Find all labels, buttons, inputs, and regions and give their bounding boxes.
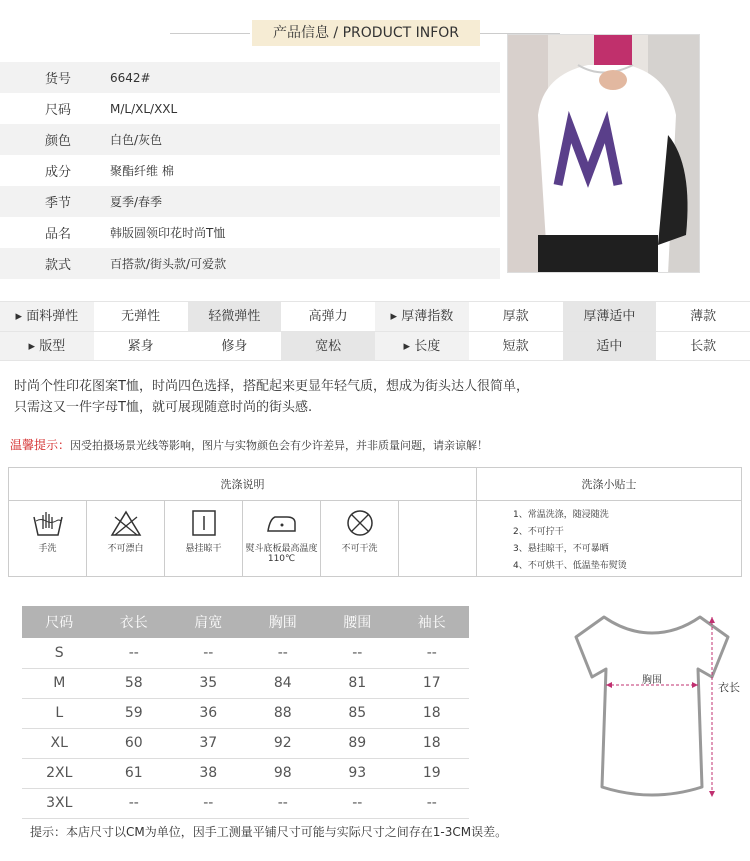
no-dry-clean-icon [343,509,377,537]
attr-header: ▸ 面料弹性 [0,302,94,331]
tip-text: 因受拍摄场景光线等影响，图片与实物颜色会有少许差异，并非质量问题，请亲谅解！ [70,439,489,452]
size-row [22,728,469,758]
size-row [22,638,469,668]
product-info [0,62,500,279]
info-row [0,155,500,186]
size-cell: -- [97,788,172,818]
size-cell: 81 [320,668,395,698]
size-col-header: 袖长 [395,606,470,638]
product-photo [507,34,700,273]
size-cell: 17 [395,668,470,698]
size-cell: -- [171,788,246,818]
warm-tip [10,436,488,453]
size-cell: S [22,638,97,668]
size-table-header [22,606,469,638]
product-description [14,376,734,418]
attr-option-selected: 适中 [563,332,657,360]
info-value: M/L/XL/XXL [110,101,178,116]
size-cell: 3XL [22,788,97,818]
size-row [22,788,469,818]
size-cell: 18 [395,698,470,728]
info-label: 尺码 [45,103,72,118]
header-line-left [170,33,250,34]
attr-option: 无弹性 [121,309,161,324]
size-cell: M [22,668,97,698]
size-cell: XL [22,728,97,758]
wash-body [9,501,741,576]
tshirt-measure-diagram [552,607,742,807]
wash-icon-cell [243,501,321,576]
size-cell: 93 [320,758,395,788]
size-cell: 37 [171,728,246,758]
info-value: 6642# [110,70,151,85]
wash-icon-label: 悬挂晾干 [185,544,222,554]
attr-option: 长款 [690,339,717,354]
size-cell: 88 [246,698,321,728]
attr-option: 修身 [221,339,248,354]
length-label: 衣长 [718,681,740,694]
size-cell: 35 [171,668,246,698]
attr-option: 厚款 [502,309,529,324]
wash-instructions [8,467,742,577]
attr-header: ▸ 长度 [375,332,469,360]
info-label: 颜色 [45,134,72,149]
attr-header: ▸ 版型 [0,332,94,360]
no-bleach-icon [109,509,143,537]
attr-option: 紧身 [127,339,154,354]
size-cell: 2XL [22,758,97,788]
size-cell: 89 [320,728,395,758]
size-col-header: 肩宽 [171,606,246,638]
size-cell: 18 [395,728,470,758]
wash-title: 洗涤说明 [9,468,477,500]
attr-option: 短款 [502,339,529,354]
attribute-table [0,301,750,361]
wash-icon-cell-empty [399,501,477,576]
size-col-header: 尺码 [22,606,97,638]
size-cell: 58 [97,668,172,698]
size-cell: 92 [246,728,321,758]
size-cell: 61 [97,758,172,788]
attr-option-selected: 宽松 [281,332,375,360]
wash-tip: 1、常温洗涤，随浸随洗 [513,510,609,520]
info-row [0,124,500,155]
info-row [0,62,500,93]
info-value: 百搭款/街头款/可爱款 [110,257,227,271]
info-label: 款式 [45,258,72,273]
attr-option: 薄款 [690,309,717,324]
attr-header: ▸ 厚薄指数 [375,302,469,331]
size-cell: 85 [320,698,395,728]
model-photo-illustration [508,35,700,273]
size-cell: 38 [171,758,246,788]
wash-tips-list [477,501,741,576]
size-cell: -- [171,638,246,668]
size-col-header: 衣长 [97,606,172,638]
attr-option-selected: 轻微弹性 [188,302,282,331]
attr-option: 高弹力 [308,309,348,324]
info-label: 货号 [45,72,72,87]
size-cell: -- [246,638,321,668]
wash-icon-label: 不可干洗 [341,544,378,554]
size-cell: -- [97,638,172,668]
size-table [22,606,469,819]
size-row [22,668,469,698]
info-value: 白色/灰色 [110,133,163,147]
info-label: 季节 [45,196,72,211]
description-line: 只需这又一件字母T恤，就可展现随意时尚的街头感. [14,400,313,415]
size-cell: 60 [97,728,172,758]
size-cell: -- [320,638,395,668]
attr-row-elasticity [0,301,750,331]
hand-wash-icon [31,509,65,537]
hang-dry-icon [187,509,221,537]
size-row [22,698,469,728]
size-cell: -- [246,788,321,818]
size-cell: L [22,698,97,728]
header-title: 产品信息 / PRODUCT INFOR [252,20,480,46]
size-cell: -- [320,788,395,818]
wash-icon-cell [9,501,87,576]
wash-tip: 4、不可烘干、低温垫布熨烫 [513,561,627,571]
info-row [0,217,500,248]
attr-option-selected: 厚薄适中 [563,302,657,331]
iron-icon [265,509,299,537]
chest-label: 胸围 [642,675,662,686]
size-cell: -- [395,788,470,818]
tip-label: 温馨提示： [10,438,71,452]
wash-header [9,468,741,501]
info-value: 韩版圆领印花时尚T恤 [110,226,226,240]
info-row [0,248,500,279]
size-col-header: 腰围 [320,606,395,638]
size-col-header: 胸围 [246,606,321,638]
tshirt-outline [576,617,728,795]
info-row [0,93,500,124]
wash-icon-cell [165,501,243,576]
size-cell: -- [395,638,470,668]
info-row [0,186,500,217]
measurement-note: 提示：本店尺寸以CM为单位，因手工测量平铺尺寸可能与实际尺寸之间存在1-3CM误差。 [30,825,508,839]
size-cell: 59 [97,698,172,728]
info-label: 品名 [45,227,72,242]
size-cell: 19 [395,758,470,788]
size-cell: 84 [246,668,321,698]
wash-icon-label: 手洗 [38,544,57,554]
info-value: 夏季/春季 [110,195,163,209]
wash-tip: 3、悬挂晾干，不可暴晒 [513,544,609,554]
info-value: 聚酯纤维 棉 [110,164,174,178]
size-cell: 36 [171,698,246,728]
wash-tips-title: 洗涤小贴士 [581,478,637,491]
wash-icon-cell [87,501,165,576]
wash-icon-label: 不可漂白 [107,544,144,554]
info-label: 成分 [45,165,72,180]
wash-icon-label: 熨斗底板最高温度110℃ [245,544,318,564]
description-line: 时尚个性印花图案T恤，时尚四色选择，搭配起来更显年轻气质，想成为街头达人很简单， [14,379,529,394]
attr-row-fit [0,331,750,361]
wash-tip: 2、不可拧干 [513,527,564,537]
size-cell: 98 [246,758,321,788]
wash-icon-cell [321,501,399,576]
size-row [22,758,469,788]
